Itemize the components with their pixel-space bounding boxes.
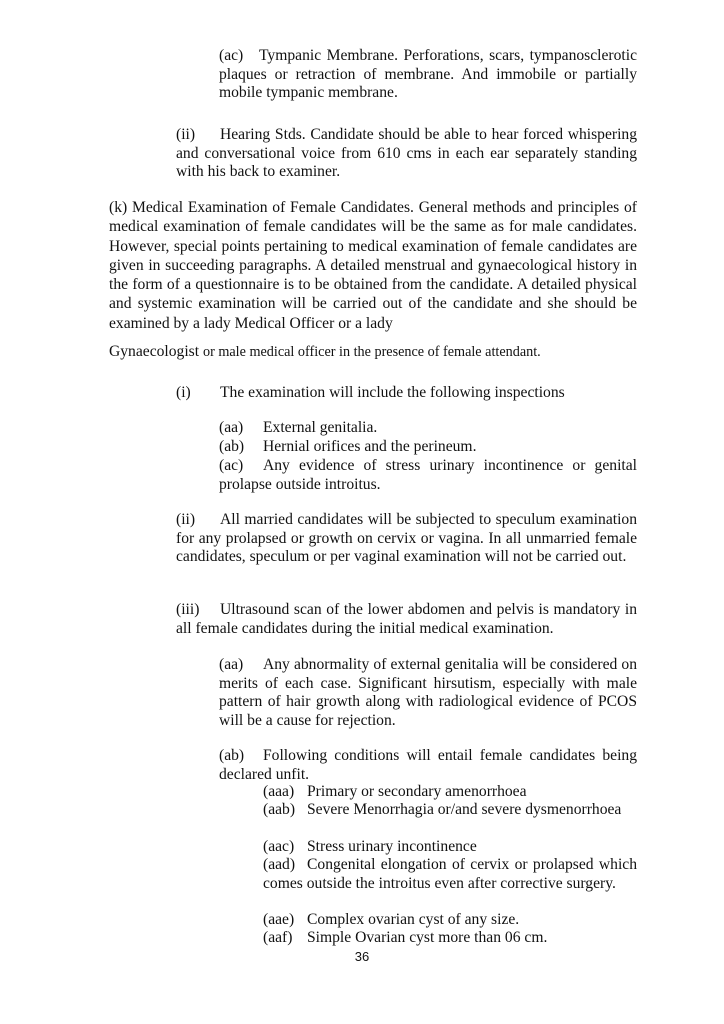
para-text: (k) Medical Examination of Female Candidates. General methods and principles of medical examination of female candidates will be the same as for male candidates. However, special points pertaining to medical examination of female candidates are given in succeeding paragraphs. A detailed menstrual and gynaecological history in the form of a questionnaire is to be obtained from the candidate. A detailed physical and systemic examination will be carried out of the candidate and she should be examined by a lady Medical Officer or a lady <box>109 199 637 332</box>
para-text: Hearing Stds. Candidate should be able to hear forced whispering and conversational voice from 610 cms in each ear separately standing with his back to examiner. <box>176 126 637 180</box>
item-label: (aaa) <box>263 783 295 800</box>
para-text-small: or male medical officer in the presence of female attendant. <box>202 344 541 360</box>
para-ac-tympanic <box>219 47 637 103</box>
para-i-exam <box>176 384 637 403</box>
para-ii-hearing <box>176 126 637 182</box>
para-label: (ii) <box>176 511 196 528</box>
para-k-female <box>109 198 637 333</box>
item-label: (ab) <box>219 438 245 455</box>
item-label: (aa) <box>219 656 244 673</box>
item-label: (aac) <box>263 838 295 855</box>
item-text: Any abnormality of external genitalia will be considered on merits of each case. Significant hirsutism, especially with male pattern of hair growth along with radiological evidence of PCOS will be a cause for rejection. <box>219 656 637 729</box>
page-number: 36 <box>354 949 370 964</box>
item-label: (aab) <box>263 801 296 818</box>
item-text: Severe Menorrhagia or/and severe dysmenorrhoea <box>307 801 622 818</box>
item-ab-following <box>219 747 637 784</box>
item-aab <box>263 801 637 820</box>
item-aad <box>263 856 637 893</box>
item-text: Congenital elongation of cervix or prolapsed which comes outside the introitus even after corrective surgery. <box>263 856 637 892</box>
item-label: (ab) <box>219 747 245 764</box>
para-text: Gynaecologist <box>109 343 200 360</box>
item-text: Stress urinary incontinence <box>307 838 477 855</box>
item-label: (aad) <box>263 856 296 873</box>
item-text: Simple Ovarian cyst more than 06 cm. <box>307 929 548 946</box>
para-label: (i) <box>176 384 191 401</box>
item-text: Primary or secondary amenorrhoea <box>307 783 527 800</box>
item-label: (ac) <box>219 457 244 474</box>
item-aaa <box>263 783 637 802</box>
para-text: All married candidates will be subjected to speculum examination for any prolapsed or growth on cervix or vagina. In all unmarried female candidates, speculum or per vaginal examination will not be carried out. <box>176 511 637 565</box>
para-iii-ultrasound <box>176 601 637 638</box>
item-text: External genitalia. <box>263 419 378 436</box>
item-aac <box>263 838 637 857</box>
item-aae <box>263 911 637 930</box>
para-ii-married <box>176 511 637 567</box>
para-label: (ac) <box>219 47 244 64</box>
item-text: Hernial orifices and the perineum. <box>263 438 477 455</box>
item-text: Complex ovarian cyst of any size. <box>307 911 520 928</box>
item-label: (aae) <box>263 911 295 928</box>
para-k-female-last <box>109 343 649 362</box>
para-label: (iii) <box>176 601 200 618</box>
para-text: Ultrasound scan of the lower abdomen and pelvis is mandatory in all female candidates during the initial medical examination. <box>176 601 637 637</box>
item-aaf <box>263 929 637 948</box>
item-label: (aa) <box>219 419 244 436</box>
item-ab-hernial <box>219 438 637 457</box>
para-text: Tympanic Membrane. Perforations, scars, tympanosclerotic plaques or retraction of membrane. And immobile or partially mobile tympanic membrane. <box>219 47 637 101</box>
item-label: (aaf) <box>263 929 293 946</box>
para-text: The examination will include the following inspections <box>220 384 565 401</box>
item-text: Following conditions will entail female candidates being declared unfit. <box>219 747 637 783</box>
item-aa-external <box>219 419 637 438</box>
item-text: Any evidence of stress urinary incontinence or genital prolapse outside introitus. <box>219 457 637 493</box>
item-aa-abnormality <box>219 656 637 730</box>
item-ac-stress <box>219 457 637 494</box>
para-label: (ii) <box>176 126 196 143</box>
